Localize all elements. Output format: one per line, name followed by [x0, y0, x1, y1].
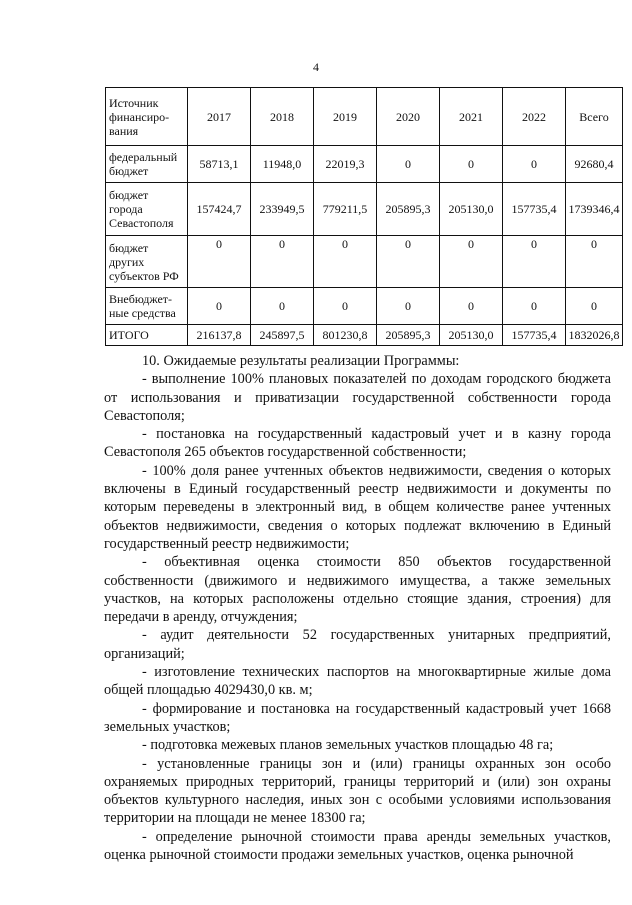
- value-cell: 157735,4: [503, 183, 566, 236]
- value-cell: 157424,7: [188, 183, 251, 236]
- header-cell: 2017: [188, 88, 251, 146]
- value-cell: 0: [503, 236, 566, 288]
- header-cell: Всего: [566, 88, 623, 146]
- header-cell: 2020: [377, 88, 440, 146]
- value-cell: 233949,5: [251, 183, 314, 236]
- value-cell: 0: [314, 236, 377, 288]
- table-row: [106, 183, 623, 236]
- result-item: - 100% доля ранее учтенных объектов недвижимости, сведения о которых включены в Единый государственный реестр недвижимости и документы по которым переведены в электронный вид, в общем количестве ранее учтенных объектов недвижимости, сведения о которых подлежат включению в Единый государственный реестр недвижимости;: [104, 462, 611, 552]
- value-cell: 1739346,4: [566, 183, 623, 236]
- value-cell: 0: [251, 288, 314, 325]
- table-row: [106, 288, 623, 325]
- result-item: - определение рыночной стоимости права аренды земельных участков, оценка рыночной стоимости продажи земельных участков, оценка рыночной: [104, 828, 611, 864]
- source-cell: федеральный бюджет: [106, 146, 188, 183]
- results-section: [104, 352, 611, 864]
- source-cell: бюджет города Севастополя: [106, 183, 188, 236]
- value-cell: 58713,1: [188, 146, 251, 183]
- financing-table: [105, 87, 623, 346]
- value-cell: 0: [566, 288, 623, 325]
- value-cell: 11948,0: [251, 146, 314, 183]
- result-item: - постановка на государственный кадастровый учет и в казну города Севастополя 265 объектов государственной собственности;: [104, 426, 611, 461]
- value-cell: 0: [566, 236, 623, 288]
- value-cell: 0: [251, 236, 314, 288]
- value-cell: 0: [377, 236, 440, 288]
- header-cell: Источник финансиро-вания: [106, 88, 188, 146]
- value-cell: 205130,0: [440, 325, 503, 346]
- value-cell: 0: [188, 288, 251, 325]
- value-cell: 92680,4: [566, 146, 623, 183]
- source-cell: бюджет других субъектов РФ: [106, 236, 188, 288]
- value-cell: 0: [440, 288, 503, 325]
- value-cell: 205130,0: [440, 183, 503, 236]
- value-cell: 216137,8: [188, 325, 251, 346]
- value-cell: 0: [440, 236, 503, 288]
- value-cell: 1832026,8: [566, 325, 623, 346]
- source-cell: ИТОГО: [106, 325, 188, 346]
- value-cell: 22019,3: [314, 146, 377, 183]
- result-item: - выполнение 100% плановых показателей по доходам городского бюджета от использования и приватизации государственной собственности города Севастополя;: [104, 371, 611, 424]
- result-item: - объективная оценка стоимости 850 объектов государственной собственности (движимого и недвижимого имущества, а также земельных участков, на которых расположены отдельно стоящие здания, строения) для передачи в аренду, отчуждения;: [104, 554, 611, 626]
- value-cell: 205895,3: [377, 183, 440, 236]
- result-item: - подготовка межевых планов земельных участков площадью 48 га;: [142, 737, 554, 754]
- value-cell: 0: [377, 146, 440, 183]
- result-item: - формирование и постановка на государственный кадастровый учет 1668 земельных участков;: [104, 700, 611, 735]
- header-cell: 2022: [503, 88, 566, 146]
- value-cell: 0: [188, 236, 251, 288]
- table-header-row: [106, 88, 623, 146]
- value-cell: 0: [503, 146, 566, 183]
- value-cell: 0: [377, 288, 440, 325]
- value-cell: 205895,3: [377, 325, 440, 346]
- value-cell: 0: [440, 146, 503, 183]
- value-cell: 157735,4: [503, 325, 566, 346]
- section-heading: 10. Ожидаемые результаты реализации Программы:: [142, 353, 460, 369]
- header-cell: 2019: [314, 88, 377, 146]
- table-row: [106, 146, 623, 183]
- result-item: - изготовление технических паспортов на многоквартирные жилые дома общей площадью 4029430,0 кв. м;: [104, 664, 611, 699]
- source-cell: Внебюджет-ные средства: [106, 288, 188, 325]
- result-item: - аудит деятельности 52 государственных унитарных предприятий, организаций;: [104, 627, 611, 662]
- result-item: - установленные границы зон и (или) границы охранных зон особо охраняемых природных территорий, границы территорий и (или) зон охраны объектов культурного наследия, иных зон с особыми условиями использования территории на площади не менее 18300 га;: [104, 755, 611, 827]
- value-cell: 779211,5: [314, 183, 377, 236]
- value-cell: 0: [314, 288, 377, 325]
- table-row: [106, 236, 623, 288]
- header-cell: 2018: [251, 88, 314, 146]
- value-cell: 801230,8: [314, 325, 377, 346]
- page-number: 4: [313, 60, 319, 74]
- header-cell: 2021: [440, 88, 503, 146]
- value-cell: 0: [503, 288, 566, 325]
- value-cell: 245897,5: [251, 325, 314, 346]
- table-total-row: [106, 325, 623, 346]
